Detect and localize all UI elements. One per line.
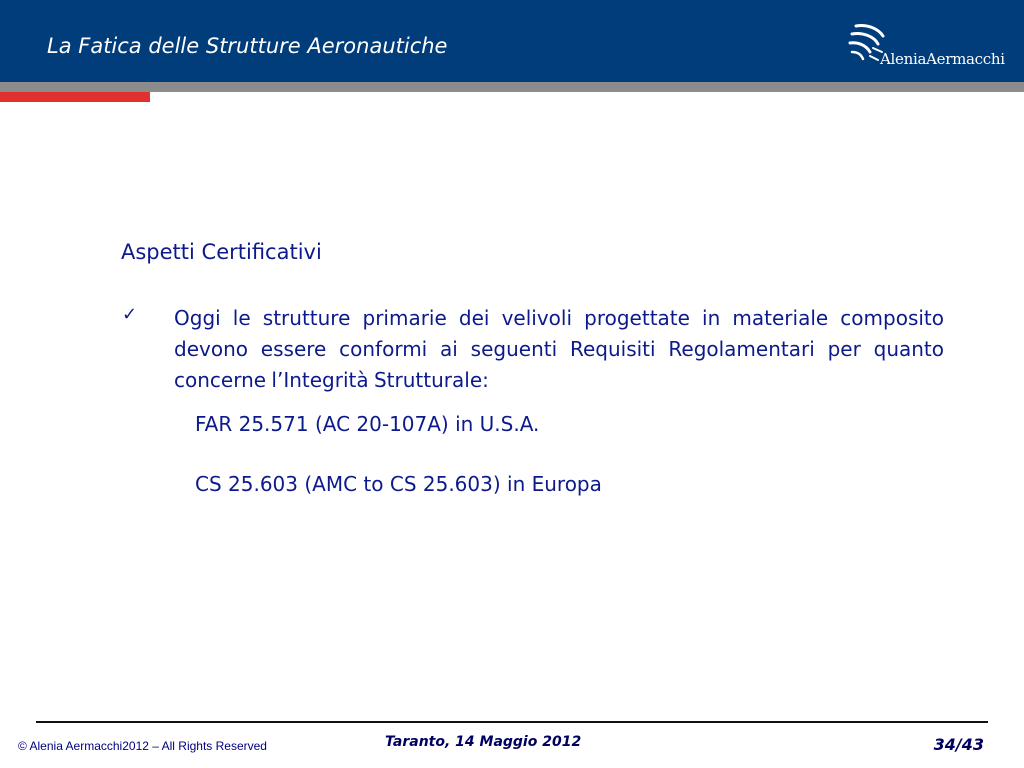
section-heading: Aspetti Certificativi — [121, 240, 322, 264]
slide-title: La Fatica delle Strutture Aeronautiche — [47, 34, 448, 58]
requirement-cs: CS 25.603 (AMC to CS 25.603) in Europa — [195, 472, 602, 496]
slide-header — [0, 0, 1024, 82]
bullet-paragraph: Oggi le strutture primarie dei velivoli progettate in materiale composito devono essere conformi ai seguenti Requisiti Regolamentari per quanto concerne l’Integrità Strutturale: — [174, 306, 944, 392]
page-number: 34/43 — [933, 735, 984, 754]
header-red-accent — [0, 92, 150, 102]
footer-place-date: Taranto, 14 Maggio 2012 — [385, 734, 582, 750]
header-grey-bar — [0, 82, 1024, 92]
checkmark-icon: ✓ — [122, 304, 138, 325]
requirement-far: FAR 25.571 (AC 20-107A) in U.S.A. — [195, 412, 540, 436]
footer-divider — [36, 721, 988, 723]
copyright-notice: © Alenia Aermacchi2012 – All Rights Reserved — [18, 739, 267, 753]
company-logo — [848, 22, 1018, 72]
logo-text: AleniaAermacchi — [880, 50, 1005, 68]
